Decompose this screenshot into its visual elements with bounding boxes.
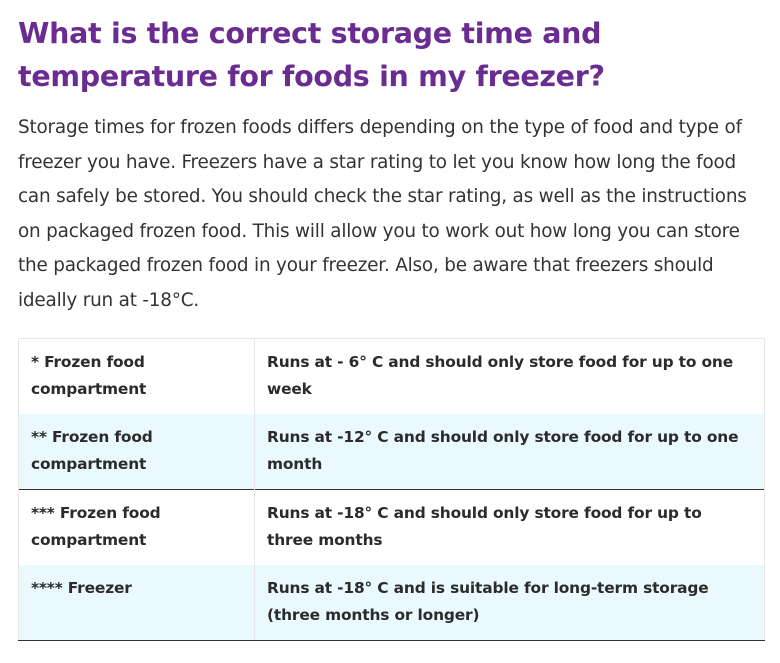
intro-paragraph: Storage times for frozen foods differs depending on the type of food and type of freezer you have. Freezers have a star rating to let you know how long the food can safely be stored. You should check the star rating, as well as the instructions on packaged frozen food. This will allow you to work out how long you can store the packaged frozen food in your freezer. Also, be aware that freezers should ideally run at -18°C. — [18, 117, 747, 311]
storage-description-cell: Runs at - 6° C and should only store food for up to one week — [255, 338, 765, 414]
table-row — [19, 414, 765, 490]
table-row — [19, 338, 765, 414]
freezer-type-cell: *** Frozen food compartment — [19, 489, 255, 565]
freezer-type-cell: * Frozen food compartment — [19, 338, 255, 414]
table-row — [19, 565, 765, 641]
storage-description-cell: Runs at -12° C and should only store food for up to one month — [255, 414, 765, 490]
freezer-type-cell: **** Freezer — [19, 565, 255, 641]
freezer-type-cell: ** Frozen food compartment — [19, 414, 255, 490]
storage-description-cell: Runs at -18° C and should only store food for up to three months — [255, 489, 765, 565]
storage-description-cell: Runs at -18° C and is suitable for long-term storage (three months or longer) — [255, 565, 765, 641]
table-row — [19, 489, 765, 565]
freezer-star-rating-table — [18, 338, 765, 641]
page-title: What is the correct storage time and temperature for foods in my freezer? — [18, 17, 605, 93]
article — [18, 12, 766, 641]
